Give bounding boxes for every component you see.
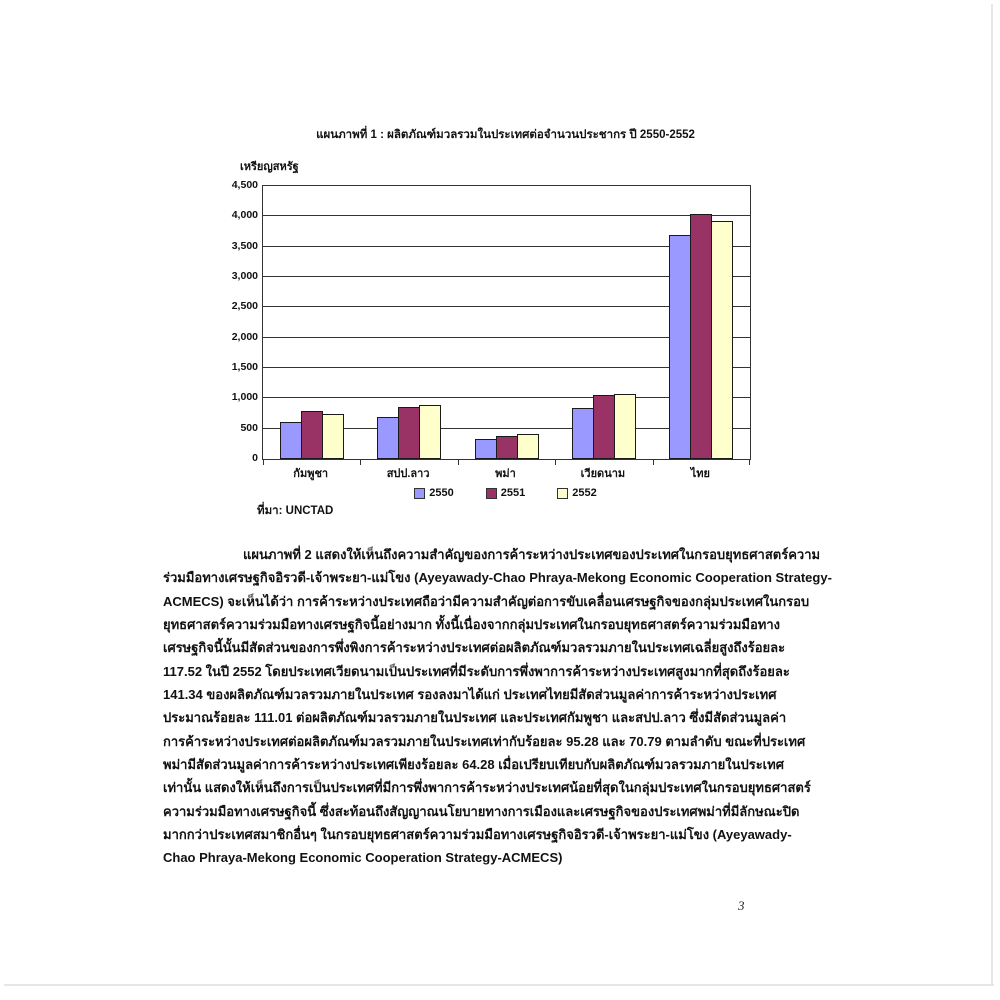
paragraph-line: Chao Phraya-Mekong Economic Cooperation Strategy-ACMECS) bbox=[163, 850, 563, 866]
bar-2552-พม่า bbox=[517, 434, 539, 459]
bar-2550-สปป.ลาว bbox=[377, 417, 399, 459]
legend-item-2550 bbox=[414, 487, 453, 499]
y-axis-tick-label: 2,000 bbox=[231, 330, 258, 343]
y-axis bbox=[210, 179, 258, 464]
legend-label: 2551 bbox=[500, 487, 526, 499]
chart-legend bbox=[262, 487, 749, 499]
x-axis-category-label: ไทย bbox=[690, 468, 710, 480]
chart-title: แผนภาพที่ 1 : ผลิตภัณฑ์มวลรวมในประเทศต่อจำนวนประชากร ปี 2550-2552 bbox=[316, 129, 695, 141]
paragraph-line: ประมาณร้อยละ 111.01 ต่อผลิตภัณฑ์มวลรวมภายในประเทศ และประเทศกัมพูชา และสปป.ลาว ซึ่งมีสัดส่วนมูลค่า bbox=[163, 710, 787, 726]
paragraph-line: มากกว่าประเทศสมาชิกอื่นๆ ในกรอบยุทธศาสตร์ความร่วมมือทางเศรษฐกิจอิรวดี-เจ้าพระยา-แม่โขง (Ayeyawady- bbox=[163, 827, 792, 843]
y-axis-tick-label: 500 bbox=[240, 421, 258, 434]
body-paragraph bbox=[163, 543, 863, 870]
bar-2550-กัมพูชา bbox=[280, 422, 302, 459]
x-axis-category-label: กัมพูชา bbox=[293, 468, 329, 480]
paragraph-line: การค้าระหว่างประเทศต่อผลิตภัณฑ์มวลรวมภายในประเทศเท่ากับร้อยละ 95.28 และ 70.79 ตามลำดับ ขณะที่ประเทศ bbox=[163, 733, 806, 749]
legend-label: 2550 bbox=[429, 487, 454, 499]
bar-2552-ไทย bbox=[711, 221, 733, 459]
chart-source: ที่มา: UNCTAD bbox=[257, 505, 334, 517]
bar-2552-กัมพูชา bbox=[322, 414, 344, 459]
x-axis-category-label: พม่า bbox=[495, 468, 516, 480]
paragraph-line: ความร่วมมือทางเศรษฐกิจนี้ ซึ่งสะท้อนถึงสัญญาณนโยบายทางการเมืองและเศรษฐกิจของประเทศพม่าที่มีลักษณะปิด bbox=[163, 803, 800, 819]
bar-2551-พม่า bbox=[496, 436, 518, 459]
paragraph-line: เท่านั้น แสดงให้เห็นถึงการเป็นประเทศที่มีการพึ่งพาการค้าระหว่างประเทศน้อยที่สุดในกลุ่มประเทศในกรอบยุทธศาสตร์ bbox=[163, 780, 811, 796]
paragraph-line: 117.52 ในปี 2552 โดยประเทศเวียดนามเป็นประเทศที่มีระดับการพึ่งพาการค้าระหว่างประเทศสูงมากที่สุดถึงร้อยละ bbox=[163, 663, 790, 679]
x-axis-tick bbox=[749, 460, 750, 465]
x-axis-labels bbox=[262, 464, 749, 482]
legend-swatch-icon bbox=[557, 488, 568, 499]
chart-plot-area bbox=[262, 185, 751, 460]
y-axis-tick-label: 4,500 bbox=[231, 179, 258, 191]
y-axis-tick-label: 3,500 bbox=[231, 239, 258, 252]
paragraph-line: ACMECS) จะเห็นได้ว่า การค้าระหว่างประเทศถือว่ามีความสำคัญต่อการขับเคลื่อนเศรษฐกิจของกลุ่มประเทศในกรอบ bbox=[163, 593, 810, 609]
bar-2550-พม่า bbox=[475, 439, 497, 459]
y-axis-tick-label: 1,000 bbox=[231, 391, 258, 404]
paragraph-line: ยุทธศาสตร์ความร่วมมือทางเศรษฐกิจนี้อย่างมาก ทั้งนี้เนื่องจากกลุ่มประเทศในกรอบยุทธศาสตร์ความร่วมมือทาง bbox=[163, 617, 781, 633]
legend-item-2552 bbox=[557, 487, 596, 499]
bar-2551-สปป.ลาว bbox=[398, 407, 420, 459]
y-axis-tick-label: 2,500 bbox=[231, 300, 258, 313]
bar-2551-กัมพูชา bbox=[301, 411, 323, 459]
paragraph-line: ร่วมมือทางเศรษฐกิจอิรวดี-เจ้าพระยา-แม่โขง (Ayeyawady-Chao Phraya-Mekong Economic Cooperation Strategy- bbox=[163, 570, 832, 586]
bar-2550-เวียดนาม bbox=[572, 408, 594, 459]
y-axis-unit-label: เหรียญสหรัฐ bbox=[240, 161, 299, 173]
legend-swatch-icon bbox=[486, 488, 497, 499]
legend-item-2551 bbox=[486, 487, 525, 499]
bar-2551-ไทย bbox=[690, 214, 712, 459]
paragraph-line: 141.34 ของผลิตภัณฑ์มวลรวมภายในประเทศ รองลงมาได้แก่ ประเทศไทยมีสัดส่วนมูลค่าการค้าระหว่างประเทศ bbox=[163, 687, 777, 703]
paragraph-line: พม่ามีสัดส่วนมูลค่าการค้าระหว่างประเทศเพียงร้อยละ 64.28 เมื่อเปรียบเทียบกับผลิตภัณฑ์มวลรวมภายในประเทศ bbox=[163, 757, 784, 773]
y-axis-tick-label: 0 bbox=[252, 452, 258, 464]
bar-2550-ไทย bbox=[669, 235, 691, 459]
gridline bbox=[263, 215, 750, 216]
scan-edge-artifact bbox=[991, 4, 993, 986]
x-axis-category-label: สปป.ลาว bbox=[386, 468, 430, 480]
y-axis-tick-label: 4,000 bbox=[231, 209, 258, 222]
bar-2552-สปป.ลาว bbox=[419, 405, 441, 459]
y-axis-tick-label: 1,500 bbox=[231, 361, 258, 373]
bar-2552-เวียดนาม bbox=[614, 394, 636, 459]
paragraph-line: เศรษฐกิจนี้นั้นมีสัดส่วนของการพึ่งพิงการค้าระหว่างประเทศต่อผลิตภัณฑ์มวลรวมภายในประเทศเฉลี่ยสูงถึงร้อยละ bbox=[163, 640, 786, 656]
page-number: 3 bbox=[738, 898, 745, 913]
paragraph-line: แผนภาพที่ 2 แสดงให้เห็นถึงความสำคัญของการค้าระหว่างประเทศของประเทศในกรอบยุทธศาสตร์ความ bbox=[243, 547, 821, 562]
bar-2551-เวียดนาม bbox=[593, 395, 615, 459]
legend-swatch-icon bbox=[414, 488, 425, 499]
scan-edge-artifact bbox=[4, 984, 994, 986]
y-axis-tick-label: 3,000 bbox=[231, 270, 258, 282]
legend-label: 2552 bbox=[572, 487, 597, 499]
x-axis-category-label: เวียดนาม bbox=[580, 468, 626, 480]
